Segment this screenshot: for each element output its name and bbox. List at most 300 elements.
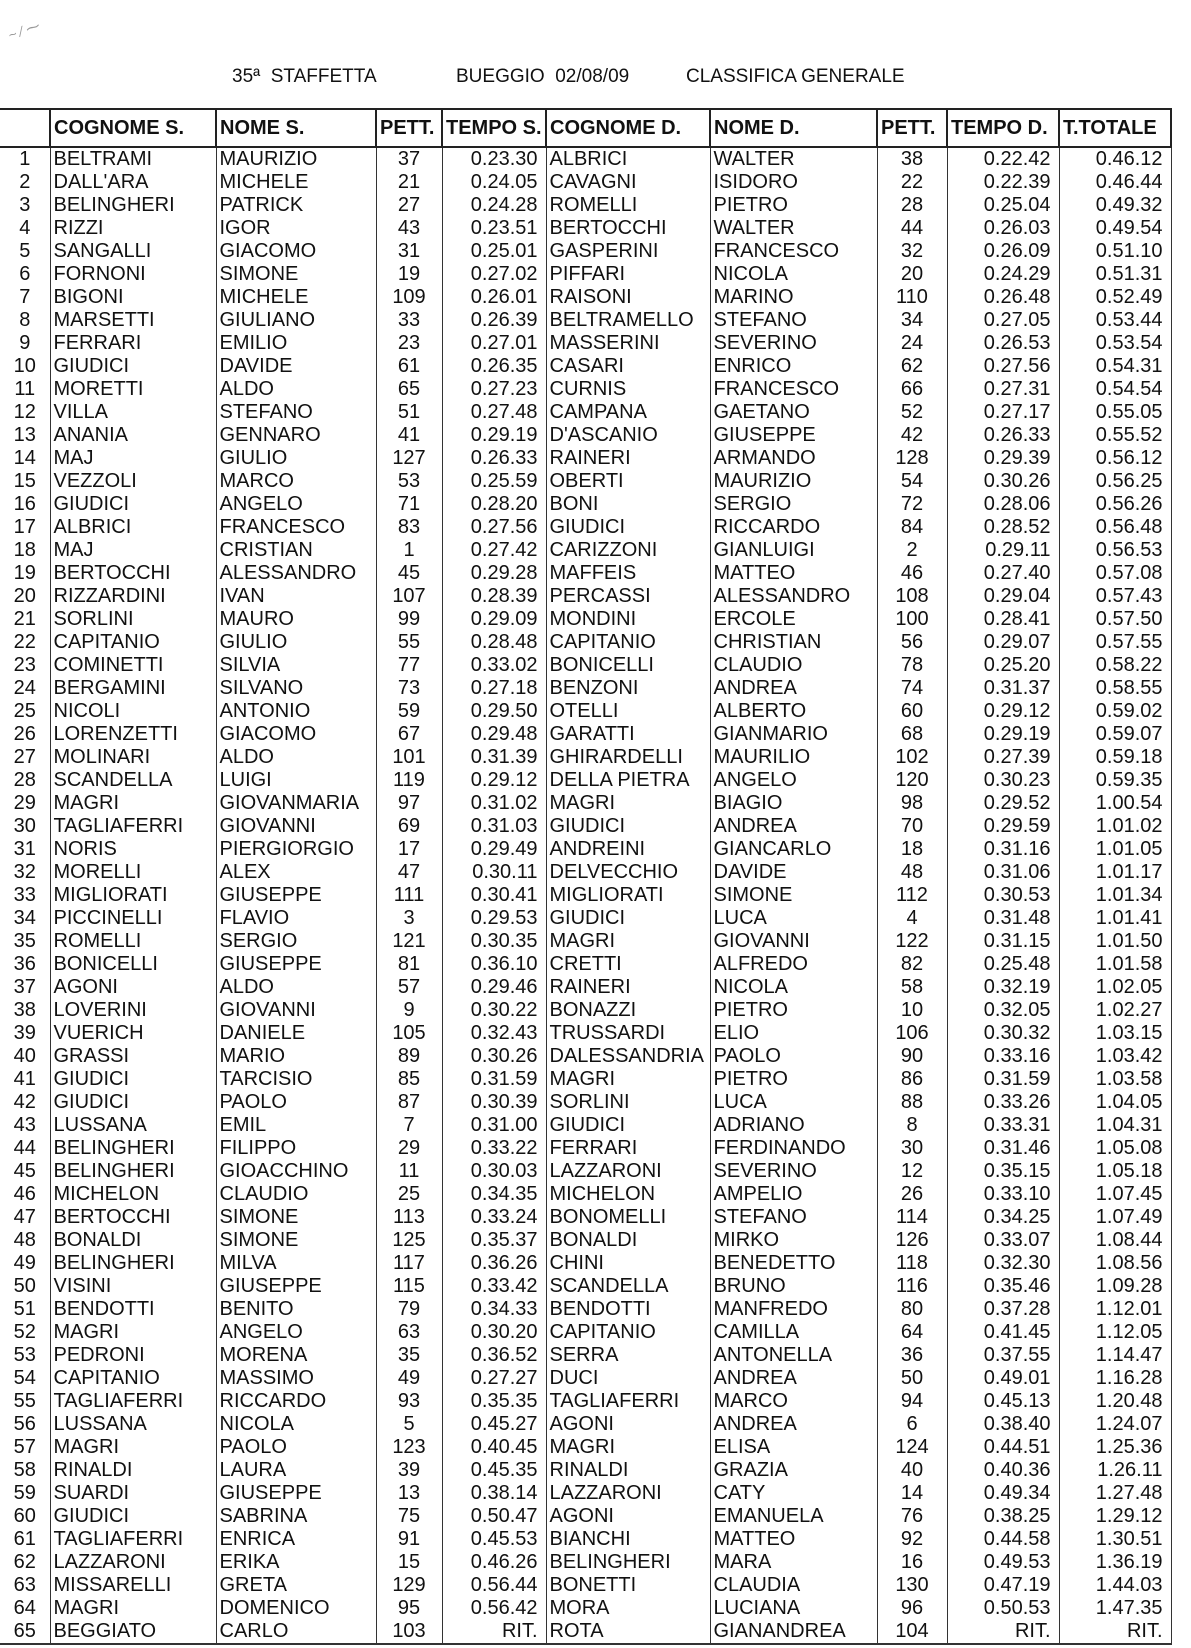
cell-tempo-totale: 1.01.41: [1059, 907, 1171, 930]
cell-nome-d: GAETANO: [710, 401, 877, 424]
cell-nome-s: MORENA: [216, 1344, 376, 1367]
cell-tempo-d: 0.32.19: [947, 976, 1059, 999]
cell-tempo-s: 0.24.05: [442, 171, 546, 194]
cell-tempo-s: 0.45.27: [442, 1413, 546, 1436]
cell-nome-d: PIETRO: [710, 194, 877, 217]
cell-cognome-s: NICOLI: [50, 700, 216, 723]
table-row: [0, 1620, 1171, 1644]
cell-pett-d: 62: [877, 355, 947, 378]
cell-pett-s: 43: [376, 217, 442, 240]
cell-tempo-s: 0.56.44: [442, 1574, 546, 1597]
cell-pett-s: 107: [376, 585, 442, 608]
cell-tempo-s: 0.25.59: [442, 470, 546, 493]
cell-tempo-d: 0.26.53: [947, 332, 1059, 355]
cell-tempo-totale: 1.03.42: [1059, 1045, 1171, 1068]
cell-tempo-s: 0.30.03: [442, 1160, 546, 1183]
cell-tempo-s: 0.46.26: [442, 1551, 546, 1574]
cell-cognome-d: GIUDICI: [546, 907, 710, 930]
cell-nome-d: ELISA: [710, 1436, 877, 1459]
cell-cognome-s: BEGGIATO: [50, 1620, 216, 1644]
cell-rank: 26: [0, 723, 50, 746]
cell-pett-s: 1: [376, 539, 442, 562]
cell-cognome-s: MAGRI: [50, 792, 216, 815]
cell-cognome-s: VEZZOLI: [50, 470, 216, 493]
cell-pett-s: 55: [376, 631, 442, 654]
cell-pett-s: 77: [376, 654, 442, 677]
table-row: [0, 1321, 1171, 1344]
cell-tempo-s: 0.40.45: [442, 1436, 546, 1459]
cell-pett-d: 98: [877, 792, 947, 815]
cell-nome-s: GIOVANNI: [216, 999, 376, 1022]
cell-pett-d: 52: [877, 401, 947, 424]
cell-rank: 41: [0, 1068, 50, 1091]
cell-cognome-d: MASSERINI: [546, 332, 710, 355]
cell-pett-d: 4: [877, 907, 947, 930]
cell-pett-s: 127: [376, 447, 442, 470]
cell-tempo-s: 0.33.24: [442, 1206, 546, 1229]
cell-cognome-s: BIGONI: [50, 286, 216, 309]
cell-pett-s: 75: [376, 1505, 442, 1528]
table-row: [0, 1344, 1171, 1367]
cell-pett-s: 117: [376, 1252, 442, 1275]
cell-tempo-d: 0.31.48: [947, 907, 1059, 930]
cell-cognome-s: MAGRI: [50, 1436, 216, 1459]
cell-cognome-d: CAPITANIO: [546, 1321, 710, 1344]
cell-cognome-d: GASPERINI: [546, 240, 710, 263]
cell-cognome-d: GIUDICI: [546, 516, 710, 539]
cell-rank: 34: [0, 907, 50, 930]
cell-nome-d: ANDREA: [710, 815, 877, 838]
cell-nome-s: ANGELO: [216, 493, 376, 516]
cell-cognome-s: ALBRICI: [50, 516, 216, 539]
cell-pett-d: 20: [877, 263, 947, 286]
cell-cognome-s: MAGRI: [50, 1321, 216, 1344]
cell-cognome-s: GIUDICI: [50, 1505, 216, 1528]
cell-nome-s: FRANCESCO: [216, 516, 376, 539]
cell-cognome-s: GIUDICI: [50, 1068, 216, 1091]
cell-rank: 55: [0, 1390, 50, 1413]
cell-rank: 49: [0, 1252, 50, 1275]
cell-tempo-d: 0.31.46: [947, 1137, 1059, 1160]
cell-cognome-d: CRETTI: [546, 953, 710, 976]
cell-pett-s: 15: [376, 1551, 442, 1574]
cell-pett-s: 13: [376, 1482, 442, 1505]
cell-pett-d: 12: [877, 1160, 947, 1183]
cell-cognome-d: MAGRI: [546, 792, 710, 815]
cell-nome-d: ALESSANDRO: [710, 585, 877, 608]
cell-pett-d: 42: [877, 424, 947, 447]
cell-pett-s: 17: [376, 838, 442, 861]
cell-cognome-d: DUCI: [546, 1367, 710, 1390]
cell-pett-s: 51: [376, 401, 442, 424]
cell-tempo-s: 0.32.43: [442, 1022, 546, 1045]
cell-cognome-d: ROTA: [546, 1620, 710, 1644]
table-row: [0, 677, 1171, 700]
cell-tempo-s: 0.28.39: [442, 585, 546, 608]
cell-tempo-s: 0.50.47: [442, 1505, 546, 1528]
cell-pett-d: 86: [877, 1068, 947, 1091]
cell-pett-d: 88: [877, 1091, 947, 1114]
cell-tempo-totale: 0.53.44: [1059, 309, 1171, 332]
cell-rank: 64: [0, 1597, 50, 1620]
cell-nome-d: LUCA: [710, 907, 877, 930]
cell-nome-d: SIMONE: [710, 884, 877, 907]
table-row: [0, 769, 1171, 792]
cell-pett-s: 59: [376, 700, 442, 723]
cell-cognome-d: ROMELLI: [546, 194, 710, 217]
cell-pett-d: 46: [877, 562, 947, 585]
cell-cognome-s: BELINGHERI: [50, 1252, 216, 1275]
cell-tempo-totale: 1.00.54: [1059, 792, 1171, 815]
cell-cognome-s: BONICELLI: [50, 953, 216, 976]
cell-tempo-d: 0.47.19: [947, 1574, 1059, 1597]
cell-nome-d: SERGIO: [710, 493, 877, 516]
cell-tempo-d: 0.29.04: [947, 585, 1059, 608]
cell-cognome-s: SUARDI: [50, 1482, 216, 1505]
cell-pett-s: 81: [376, 953, 442, 976]
cell-pett-d: 48: [877, 861, 947, 884]
cell-cognome-s: SCANDELLA: [50, 769, 216, 792]
table-row: [0, 424, 1171, 447]
cell-tempo-s: RIT.: [442, 1620, 546, 1644]
cell-nome-s: ALESSANDRO: [216, 562, 376, 585]
cell-rank: 31: [0, 838, 50, 861]
cell-nome-s: BENITO: [216, 1298, 376, 1321]
cell-pett-s: 85: [376, 1068, 442, 1091]
cell-pett-d: 106: [877, 1022, 947, 1045]
cell-tempo-d: 0.22.39: [947, 171, 1059, 194]
cell-pett-d: 120: [877, 769, 947, 792]
cell-tempo-d: 0.26.33: [947, 424, 1059, 447]
cell-pett-s: 129: [376, 1574, 442, 1597]
cell-nome-s: IVAN: [216, 585, 376, 608]
cell-pett-s: 27: [376, 194, 442, 217]
cell-cognome-s: BELTRAMI: [50, 147, 216, 171]
cell-cognome-d: BONETTI: [546, 1574, 710, 1597]
cell-tempo-d: 0.44.58: [947, 1528, 1059, 1551]
cell-cognome-d: RAINERI: [546, 976, 710, 999]
cell-nome-s: SERGIO: [216, 930, 376, 953]
cell-tempo-d: 0.28.06: [947, 493, 1059, 516]
cell-cognome-d: SERRA: [546, 1344, 710, 1367]
cell-tempo-totale: 1.02.27: [1059, 999, 1171, 1022]
cell-tempo-totale: 1.20.48: [1059, 1390, 1171, 1413]
table-row: [0, 355, 1171, 378]
cell-cognome-s: MAJ: [50, 539, 216, 562]
cell-pett-s: 29: [376, 1137, 442, 1160]
cell-nome-s: ENRICA: [216, 1528, 376, 1551]
cell-tempo-s: 0.31.39: [442, 746, 546, 769]
cell-tempo-s: 0.27.18: [442, 677, 546, 700]
cell-pett-s: 121: [376, 930, 442, 953]
cell-pett-s: 95: [376, 1597, 442, 1620]
cell-tempo-s: 0.31.03: [442, 815, 546, 838]
cell-tempo-totale: 0.57.50: [1059, 608, 1171, 631]
cell-tempo-d: 0.25.48: [947, 953, 1059, 976]
cell-tempo-totale: 1.03.15: [1059, 1022, 1171, 1045]
cell-cognome-s: MORETTI: [50, 378, 216, 401]
cell-tempo-totale: 0.49.54: [1059, 217, 1171, 240]
cell-rank: 50: [0, 1275, 50, 1298]
table-row: [0, 332, 1171, 355]
cell-tempo-d: 0.34.25: [947, 1206, 1059, 1229]
cell-cognome-s: FERRARI: [50, 332, 216, 355]
table-row: [0, 585, 1171, 608]
cell-tempo-d: 0.32.05: [947, 999, 1059, 1022]
cell-nome-s: GIUSEPPE: [216, 1482, 376, 1505]
table-row: [0, 1597, 1171, 1620]
cell-cognome-s: NORIS: [50, 838, 216, 861]
cell-cognome-s: VILLA: [50, 401, 216, 424]
cell-rank: 22: [0, 631, 50, 654]
cell-tempo-totale: 1.04.31: [1059, 1114, 1171, 1137]
cell-tempo-s: 0.35.35: [442, 1390, 546, 1413]
cell-rank: 38: [0, 999, 50, 1022]
cell-pett-d: 70: [877, 815, 947, 838]
cell-tempo-totale: 1.05.18: [1059, 1160, 1171, 1183]
cell-tempo-d: 0.28.41: [947, 608, 1059, 631]
cell-nome-s: EMIL: [216, 1114, 376, 1137]
cell-tempo-s: 0.27.02: [442, 263, 546, 286]
cell-tempo-totale: 1.07.45: [1059, 1183, 1171, 1206]
cell-cognome-s: BELINGHERI: [50, 1137, 216, 1160]
cell-tempo-totale: 0.54.31: [1059, 355, 1171, 378]
cell-pett-s: 23: [376, 332, 442, 355]
cell-cognome-d: MORA: [546, 1597, 710, 1620]
table-row: [0, 1160, 1171, 1183]
cell-rank: 32: [0, 861, 50, 884]
cell-pett-d: 126: [877, 1229, 947, 1252]
cell-nome-d: CLAUDIO: [710, 654, 877, 677]
cell-cognome-s: RIZZARDINI: [50, 585, 216, 608]
cell-tempo-s: 0.29.48: [442, 723, 546, 746]
cell-nome-s: DANIELE: [216, 1022, 376, 1045]
cell-cognome-s: CAPITANIO: [50, 631, 216, 654]
cell-rank: 3: [0, 194, 50, 217]
cell-tempo-s: 0.30.11: [442, 861, 546, 884]
cell-nome-s: ANTONIO: [216, 700, 376, 723]
cell-cognome-d: CARIZZONI: [546, 539, 710, 562]
cell-rank: 48: [0, 1229, 50, 1252]
cell-tempo-s: 0.34.35: [442, 1183, 546, 1206]
cell-cognome-d: CAMPANA: [546, 401, 710, 424]
cell-pett-s: 49: [376, 1367, 442, 1390]
cell-rank: 27: [0, 746, 50, 769]
cell-cognome-d: BONI: [546, 493, 710, 516]
cell-nome-s: GIULIANO: [216, 309, 376, 332]
cell-pett-d: 32: [877, 240, 947, 263]
cell-tempo-d: 0.33.10: [947, 1183, 1059, 1206]
cell-pett-d: 128: [877, 447, 947, 470]
cell-nome-s: SILVANO: [216, 677, 376, 700]
cell-rank: 7: [0, 286, 50, 309]
col-header-rank: [0, 109, 50, 147]
cell-nome-s: IGOR: [216, 217, 376, 240]
cell-tempo-totale: 1.16.28: [1059, 1367, 1171, 1390]
cell-pett-s: 47: [376, 861, 442, 884]
cell-nome-d: STEFANO: [710, 309, 877, 332]
cell-nome-s: ALEX: [216, 861, 376, 884]
cell-tempo-d: 0.29.11: [947, 539, 1059, 562]
cell-rank: 44: [0, 1137, 50, 1160]
cell-nome-d: CATY: [710, 1482, 877, 1505]
cell-pett-d: 130: [877, 1574, 947, 1597]
cell-rank: 20: [0, 585, 50, 608]
cell-tempo-s: 0.26.35: [442, 355, 546, 378]
cell-pett-s: 115: [376, 1275, 442, 1298]
cell-nome-s: MARCO: [216, 470, 376, 493]
cell-nome-s: SIMONE: [216, 263, 376, 286]
cell-cognome-d: MAGRI: [546, 1436, 710, 1459]
cell-tempo-totale: 1.01.05: [1059, 838, 1171, 861]
cell-nome-d: GIANCARLO: [710, 838, 877, 861]
cell-tempo-s: 0.23.30: [442, 147, 546, 171]
cell-pett-s: 109: [376, 286, 442, 309]
cell-tempo-d: 0.27.31: [947, 378, 1059, 401]
table-row: [0, 1137, 1171, 1160]
cell-nome-d: EMANUELA: [710, 1505, 877, 1528]
cell-tempo-d: 0.40.36: [947, 1459, 1059, 1482]
cell-cognome-d: D'ASCANIO: [546, 424, 710, 447]
cell-tempo-totale: 0.49.32: [1059, 194, 1171, 217]
cell-tempo-totale: 0.59.35: [1059, 769, 1171, 792]
cell-rank: 15: [0, 470, 50, 493]
cell-tempo-totale: 1.09.28: [1059, 1275, 1171, 1298]
cell-nome-d: STEFANO: [710, 1206, 877, 1229]
cell-cognome-d: MICHELON: [546, 1183, 710, 1206]
cell-pett-s: 5: [376, 1413, 442, 1436]
cell-nome-d: MARINO: [710, 286, 877, 309]
cell-tempo-d: 0.25.04: [947, 194, 1059, 217]
cell-nome-d: CHRISTIAN: [710, 631, 877, 654]
table-row: [0, 286, 1171, 309]
cell-tempo-s: 0.33.02: [442, 654, 546, 677]
cell-cognome-d: AGONI: [546, 1505, 710, 1528]
cell-cognome-s: GIUDICI: [50, 1091, 216, 1114]
cell-pett-d: 2: [877, 539, 947, 562]
cell-rank: 23: [0, 654, 50, 677]
col-header-nome-d: NOME D.: [710, 109, 877, 147]
cell-tempo-d: 0.28.52: [947, 516, 1059, 539]
cell-pett-d: 80: [877, 1298, 947, 1321]
cell-cognome-s: MARSETTI: [50, 309, 216, 332]
cell-rank: 57: [0, 1436, 50, 1459]
cell-tempo-totale: 1.14.47: [1059, 1344, 1171, 1367]
cell-cognome-d: MAGRI: [546, 930, 710, 953]
cell-rank: 47: [0, 1206, 50, 1229]
cell-nome-d: MAURILIO: [710, 746, 877, 769]
table-row: [0, 1068, 1171, 1091]
cell-nome-s: ALDO: [216, 976, 376, 999]
table-row: [0, 884, 1171, 907]
cell-rank: 61: [0, 1528, 50, 1551]
cell-nome-d: SEVERINO: [710, 332, 877, 355]
cell-pett-s: 71: [376, 493, 442, 516]
cell-cognome-d: GIUDICI: [546, 1114, 710, 1137]
cell-cognome-d: LAZZARONI: [546, 1482, 710, 1505]
cell-nome-s: ALDO: [216, 378, 376, 401]
cell-cognome-s: PEDRONI: [50, 1344, 216, 1367]
title-place-date: BUEGGIO 02/08/09: [456, 66, 630, 87]
cell-cognome-d: GHIRARDELLI: [546, 746, 710, 769]
table-row: [0, 1298, 1171, 1321]
cell-tempo-totale: 0.55.05: [1059, 401, 1171, 424]
cell-tempo-s: 0.29.49: [442, 838, 546, 861]
cell-tempo-d: 0.33.26: [947, 1091, 1059, 1114]
cell-pett-s: 67: [376, 723, 442, 746]
cell-pett-d: 10: [877, 999, 947, 1022]
cell-tempo-d: 0.31.59: [947, 1068, 1059, 1091]
cell-nome-s: PAOLO: [216, 1091, 376, 1114]
cell-tempo-s: 0.26.01: [442, 286, 546, 309]
table-row: [0, 1528, 1171, 1551]
cell-nome-d: AMPELIO: [710, 1183, 877, 1206]
cell-tempo-s: 0.30.41: [442, 884, 546, 907]
cell-pett-s: 89: [376, 1045, 442, 1068]
cell-nome-s: CRISTIAN: [216, 539, 376, 562]
cell-cognome-s: LUSSANA: [50, 1413, 216, 1436]
table-row: [0, 930, 1171, 953]
cell-nome-d: ALFREDO: [710, 953, 877, 976]
title-edition: 35ª STAFFETTA: [232, 66, 377, 87]
cell-cognome-d: BONALDI: [546, 1229, 710, 1252]
cell-cognome-d: SORLINI: [546, 1091, 710, 1114]
cell-cognome-d: FERRARI: [546, 1137, 710, 1160]
cell-nome-s: ERIKA: [216, 1551, 376, 1574]
cell-tempo-totale: 1.01.58: [1059, 953, 1171, 976]
col-header-nome-s: NOME S.: [216, 109, 376, 147]
cell-tempo-totale: 1.04.05: [1059, 1091, 1171, 1114]
cell-tempo-d: 0.27.40: [947, 562, 1059, 585]
cell-tempo-d: 0.33.07: [947, 1229, 1059, 1252]
table-row: [0, 815, 1171, 838]
table-row: [0, 608, 1171, 631]
table-row: [0, 217, 1171, 240]
cell-tempo-s: 0.29.50: [442, 700, 546, 723]
cell-rank: 65: [0, 1620, 50, 1644]
cell-tempo-s: 0.30.20: [442, 1321, 546, 1344]
cell-tempo-d: 0.30.53: [947, 884, 1059, 907]
cell-pett-d: 78: [877, 654, 947, 677]
cell-cognome-d: MAFFEIS: [546, 562, 710, 585]
cell-tempo-totale: 1.08.56: [1059, 1252, 1171, 1275]
cell-tempo-s: 0.29.12: [442, 769, 546, 792]
cell-nome-s: GRETA: [216, 1574, 376, 1597]
cell-rank: 1: [0, 147, 50, 171]
cell-tempo-d: 0.27.05: [947, 309, 1059, 332]
cell-pett-d: 112: [877, 884, 947, 907]
table-row: [0, 953, 1171, 976]
cell-nome-s: GIOACCHINO: [216, 1160, 376, 1183]
cell-pett-d: 64: [877, 1321, 947, 1344]
cell-cognome-d: OTELLI: [546, 700, 710, 723]
cell-nome-d: GIANANDREA: [710, 1620, 877, 1644]
cell-pett-s: 19: [376, 263, 442, 286]
cell-tempo-s: 0.30.22: [442, 999, 546, 1022]
cell-nome-s: LUIGI: [216, 769, 376, 792]
cell-tempo-s: 0.30.26: [442, 1045, 546, 1068]
cell-cognome-s: FORNONI: [50, 263, 216, 286]
cell-tempo-d: 0.29.39: [947, 447, 1059, 470]
cell-nome-s: CLAUDIO: [216, 1183, 376, 1206]
cell-nome-s: TARCISIO: [216, 1068, 376, 1091]
cell-pett-s: 45: [376, 562, 442, 585]
col-header-pett-s: PETT.: [376, 109, 442, 147]
cell-rank: 52: [0, 1321, 50, 1344]
cell-pett-s: 25: [376, 1183, 442, 1206]
cell-tempo-s: 0.25.01: [442, 240, 546, 263]
cell-tempo-s: 0.28.48: [442, 631, 546, 654]
